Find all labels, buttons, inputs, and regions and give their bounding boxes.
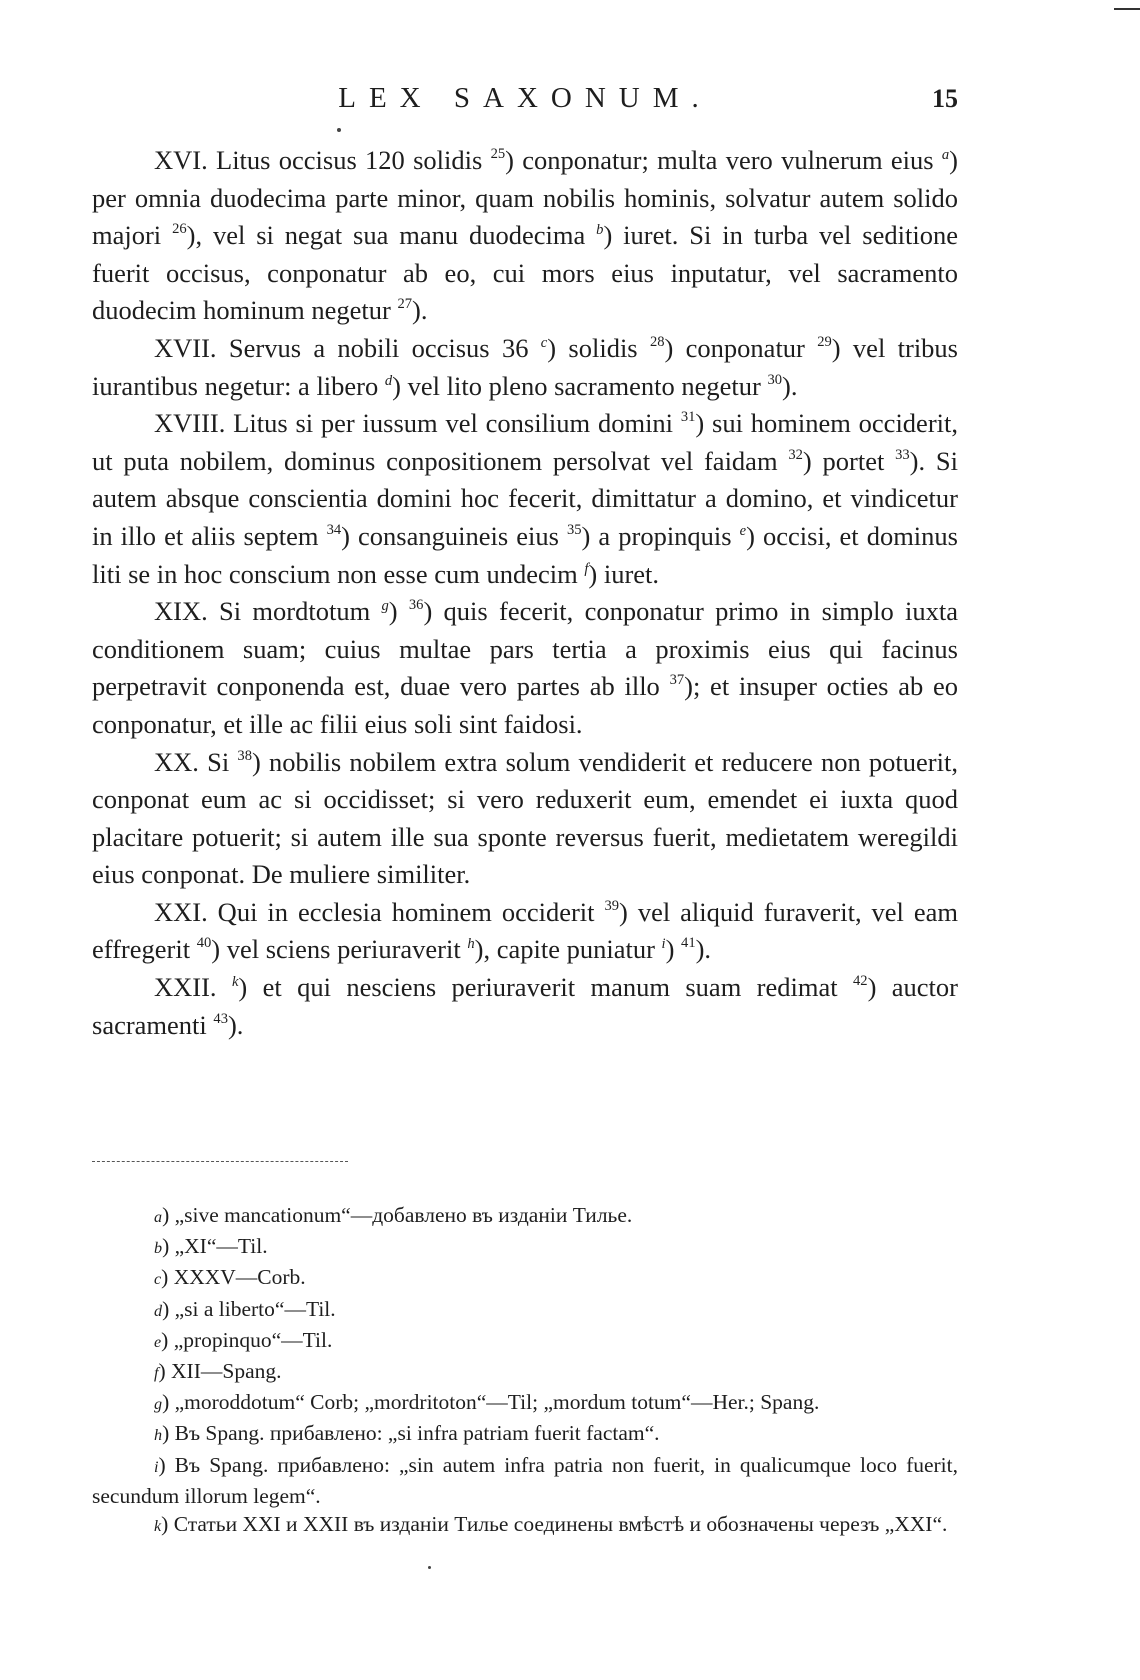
footnote [92, 1232, 958, 1263]
text-run: XXII. [154, 972, 232, 1003]
text-run: ), capite puniatur [474, 934, 662, 965]
text-run: ) iuret. [588, 558, 660, 589]
footnote-text: ) „moroddotum“ Corb; „mordritoton“—Til; „mordum totum“—Her.; Spang. [162, 1390, 820, 1415]
running-title: LEX SAXONUM. [338, 82, 712, 114]
footnote-ref: i [661, 936, 666, 953]
paragraph-xix [92, 593, 958, 743]
footnote-ref: g [381, 597, 389, 614]
footnote [92, 1263, 958, 1294]
footnote-mark: k [154, 1518, 162, 1536]
footnote-text: ) Статьи XXI и XXII въ изданіи Тильe соединены вмѣстѣ и обозначены черезъ „XXI“. [161, 1512, 948, 1537]
text-run: ) conponatur; multa vero vulnerum eius [505, 145, 942, 175]
footnote-mark: a [154, 1209, 163, 1226]
note-number: 42 [853, 973, 868, 990]
footnote-mark: g [154, 1396, 163, 1414]
text-run: ) [665, 934, 682, 965]
text-run: XVI. Litus occisus 120 solidis [154, 145, 491, 175]
footnote-mark: h [154, 1427, 163, 1445]
note-number: 41 [681, 935, 696, 952]
text-run: ) consanguineis eius [341, 520, 567, 551]
text-run: ) per omnia duodecima parte minor, quam nobilis hominis, solvatur autem solido majori [92, 145, 958, 251]
page-number: 15 [932, 84, 958, 113]
scan-edge-mark [1114, 8, 1140, 10]
text-run: ). Si autem absque conscientia domini hoc fecerit, dimittatur a domino, et vindicetur in illo et aliis septem [92, 445, 958, 551]
footnote-text: ) XII—Spang. [158, 1359, 282, 1384]
footnote-ref: k [231, 973, 239, 990]
footnote-mark: i [154, 1458, 159, 1476]
text-run: ) vel lito pleno sacramento negetur [392, 370, 768, 401]
footnote-mark: c [154, 1271, 162, 1289]
footnote [92, 1510, 958, 1541]
text-run: ) conponatur [664, 332, 818, 363]
footnote-ref: a [941, 146, 950, 163]
paragraph-xxii [92, 969, 958, 1044]
paragraph-xvi [92, 142, 958, 330]
note-number: 40 [196, 935, 212, 952]
note-number: 28 [649, 334, 665, 351]
text-run: ) iuret. Si in turba vel seditione fuerit occisus, conponatur ab eo, cui mors eius inputatur, vel sacramento duodecim hominum negetur [92, 220, 958, 326]
footnote-text: ) „si a liberto“—Til. [162, 1296, 336, 1321]
footnote-text: ) XXXV—Corb. [161, 1265, 306, 1290]
footnote [92, 1295, 958, 1326]
footnote [92, 1388, 958, 1419]
text-run: ) vel tribus iurantibus negetur: a libero [92, 332, 958, 401]
text-run: ) quis fecerit, conponatur primo in simplo iuxta conditionem suam; cuius multae pars tertia a proximis eius qui facinus perpetravit conponenda est, duae vero partes ab illo [92, 596, 959, 702]
text-run: ), vel si negat sua manu duodecima [186, 220, 597, 251]
text-run: ) a propinquis [581, 520, 740, 551]
footnote-ref: b [596, 222, 604, 238]
note-number: 43 [213, 1010, 228, 1027]
footnote-text: ) Въ Spang. прибавлено: „si infra patriam fuerit factam“. [162, 1421, 660, 1446]
note-number: 37 [669, 672, 685, 689]
text-run: ) nobilis nobilem extra solum vendiderit et reducere non potuerit, conponat eum ac si occidisset; si vero reduxerit eum, emendet ei iuxta quod placitare potuerit; si autem ille sua sponte reversus fuerit, medietatem weregildi eius conponat. De muliere similiter. [92, 746, 958, 890]
footnote-mark: e [154, 1333, 162, 1351]
text-run: ) vel aliquid furaverit, vel eam effregerit [92, 896, 958, 965]
note-number: 38 [237, 747, 252, 764]
paragraph-xvii [92, 330, 958, 405]
footnotes [92, 1201, 958, 1541]
paragraph-xviii [92, 405, 958, 593]
text-run: XX. Si [154, 746, 238, 777]
note-number: 34 [326, 522, 342, 539]
footnote-text: ) Въ Spang. прибавлено: „sin autem infra patria non fuerit, in qualicumque loco fuerit, secundum illorum legem“. [92, 1452, 958, 1508]
speck-mark [337, 128, 341, 132]
note-number: 31 [680, 409, 696, 426]
footnote [92, 1357, 958, 1388]
text-run: ) occisi, et dominus liti se in hoc conscium non esse cum undecim [92, 520, 958, 589]
note-number: 27 [397, 296, 412, 313]
text-run: XVIII. Litus si per iussum vel consilium domini [154, 408, 681, 439]
footnote-mark: b [154, 1240, 163, 1258]
text-run: ) vel sciens periuraverit [211, 934, 468, 965]
footnote-ref: e [739, 522, 747, 539]
footnote [92, 1419, 958, 1450]
note-number: 35 [566, 522, 582, 539]
text-run: ). [782, 370, 798, 401]
running-head [92, 78, 958, 118]
text-run: ) et qui nesciens periuraverit manum suam redimat [238, 972, 854, 1003]
note-number: 26 [172, 221, 187, 238]
note-number: 36 [408, 597, 424, 614]
note-number: 30 [767, 371, 783, 388]
note-number: 32 [788, 446, 803, 463]
text-run: XXI. Qui in ecclesia hominem occiderit [154, 896, 605, 927]
footnote-ref: f [584, 560, 589, 577]
note-number: 25 [490, 146, 506, 163]
footnote-text: ) „propinquo“—Til. [161, 1327, 333, 1352]
footnote [92, 1451, 958, 1510]
footnote-ref: d [384, 372, 393, 389]
footnote-ref: h [467, 936, 475, 953]
text-run: ); et insuper octies ab eo conponatur, et ille ac filii eius soli sint faidosi. [92, 671, 958, 739]
text-run: ) [388, 596, 409, 627]
text-run: ) solidis [547, 332, 650, 363]
footnote [92, 1326, 958, 1357]
note-number: 33 [895, 446, 910, 463]
text-run: ) portet [802, 445, 896, 476]
paragraph-xxi [92, 894, 958, 969]
footnote-rule [92, 1161, 348, 1162]
note-number: 39 [604, 897, 620, 914]
text-run: ). [227, 1009, 244, 1040]
speck-mark [428, 1566, 431, 1569]
main-text [92, 142, 958, 1044]
text-run: ). [412, 295, 428, 326]
text-run: ). [695, 934, 712, 965]
text-run: XIX. Si mordtotum [154, 596, 382, 627]
footnote-ref: c [540, 334, 548, 351]
footnote-mark: d [154, 1302, 163, 1320]
text-run: ) sui hominem occiderit, ut puta nobilem, dominus conpositionem persolvat vel faidam [92, 408, 958, 476]
footnote-text: ) „XI“—Til. [162, 1234, 268, 1259]
note-number: 29 [817, 334, 832, 351]
footnote [92, 1201, 958, 1232]
paragraph-xx [92, 744, 958, 894]
text-run: XVII. Servus a nobili occisus 36 [154, 332, 541, 363]
footnote-mark: f [154, 1365, 159, 1383]
text-run: ) auctor sacramenti [92, 972, 958, 1040]
footnote-text: ) „sive mancationum“—добавлено въ изданіи Тильe. [162, 1203, 633, 1227]
